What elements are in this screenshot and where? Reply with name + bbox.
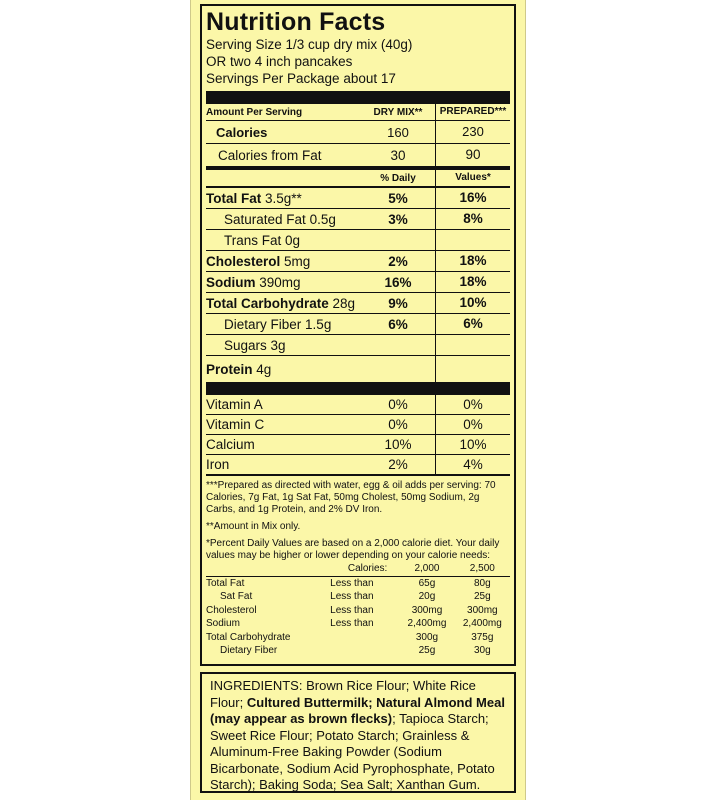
calories-dry: 160	[387, 124, 409, 140]
nutrient-name: Total Fat	[206, 190, 262, 206]
daily-value-header-row	[206, 166, 510, 186]
vitamin-dry-dv: 0%	[388, 417, 408, 432]
nutrient-row	[206, 250, 510, 271]
nutrient-dry-dv: 9%	[388, 295, 408, 311]
nutrient-table	[206, 186, 510, 382]
vitamin-name: Calcium	[206, 437, 255, 452]
ingredients-box	[200, 672, 516, 793]
nutrient-row	[206, 186, 510, 208]
dv-nutrient: Total Carbohydrate	[206, 631, 291, 643]
dv-value-2500: 375g	[471, 631, 494, 643]
dv-table-row	[206, 631, 510, 645]
nutrient-dry-dv: 2%	[388, 253, 408, 269]
dv-calories-label: Calories:	[347, 563, 388, 574]
ingredients-text-bold: Cultured Buttermilk; Natural Almond Meal (may appear as brown flecks)	[210, 694, 505, 726]
calories-row	[206, 120, 510, 143]
nutrient-amount: 0g	[285, 232, 301, 248]
daily-value-table	[206, 562, 510, 658]
nutrient-row	[206, 292, 510, 313]
footnotes	[206, 480, 510, 562]
vitamin-name: Vitamin C	[206, 417, 265, 432]
dv-nutrient: Dietary Fiber	[220, 645, 278, 656]
ingredients-text-1: Brown Rice Flour; White Rice Flour;	[210, 678, 476, 710]
nutrient-label	[206, 275, 361, 290]
dv-qualifier: Less than	[330, 618, 374, 629]
nutrient-row	[206, 208, 510, 229]
nutrient-row	[206, 271, 510, 292]
calories-prepared: 230	[435, 121, 510, 143]
label-title: Nutrition Facts	[206, 8, 386, 36]
calories-label: Calories	[216, 124, 268, 140]
ingredients-label: INGREDIENTS:	[210, 678, 303, 693]
nutrient-name: Saturated Fat	[224, 211, 306, 227]
nutrient-dry-dv: 5%	[388, 190, 408, 206]
dv-table-row	[206, 576, 510, 590]
dv-qualifier: Less than	[330, 591, 374, 602]
nutrient-prepared-dv: 6%	[435, 314, 510, 334]
column-header-row	[206, 104, 510, 120]
nutrient-amount: 390mg	[259, 274, 301, 290]
servings-per-package: Servings Per Package about 17	[206, 71, 396, 86]
nutrition-facts-label	[200, 4, 516, 666]
dv-col-2500: 2,500	[469, 563, 495, 574]
nutrient-label	[206, 338, 361, 353]
vitamin-prepared-dv: 0%	[435, 415, 510, 434]
nutrient-amount: 1.5g	[305, 316, 332, 332]
dv-value-2500: 25g	[473, 591, 491, 602]
nutrient-name: Sugars	[224, 337, 267, 353]
nutrient-label	[206, 362, 361, 377]
nutrient-name: Total Carbohydrate	[206, 295, 329, 311]
vitamin-row	[206, 434, 510, 454]
nutrient-prepared-dv: 10%	[435, 293, 510, 313]
nutrient-dry-dv: 16%	[384, 274, 412, 290]
vitamin-name: Vitamin A	[206, 397, 263, 412]
serving-size: Serving Size 1/3 cup dry mix (40g)	[206, 37, 413, 52]
nutrient-prepared-dv: 16%	[435, 188, 510, 208]
nutrient-amount: 3.5g**	[265, 190, 302, 206]
nutrient-dry-dv: 6%	[388, 316, 408, 332]
thick-divider	[206, 91, 510, 104]
nutrient-prepared-dv: 18%	[435, 272, 510, 292]
dv-value-2500: 300mg	[467, 604, 498, 616]
nutrient-label	[206, 254, 361, 269]
nutrient-row	[206, 313, 510, 334]
nutrient-label	[206, 212, 361, 227]
nutrient-prepared-dv: 18%	[435, 251, 510, 271]
calories-fat-prepared: 90	[435, 144, 510, 166]
nutrient-name: Protein	[206, 361, 253, 377]
nutrient-amount: 0.5g	[309, 211, 336, 227]
amount-per-serving: Amount Per Serving	[206, 106, 303, 118]
serving-alt: OR two 4 inch pancakes	[206, 54, 353, 69]
dv-col-2000: 2,000	[414, 563, 440, 574]
dv-qualifier	[326, 631, 399, 645]
dv-nutrient: Cholesterol	[206, 604, 257, 616]
vitamin-table	[206, 395, 510, 474]
nutrient-dry-dv: 3%	[388, 211, 408, 227]
dv-value-2000: 300mg	[411, 604, 443, 616]
dv-nutrient: Total Fat	[206, 577, 245, 589]
vitamin-row	[206, 395, 510, 414]
calories-fat-dry: 30	[390, 147, 406, 163]
nutrient-row	[206, 334, 510, 355]
vitamin-row	[206, 414, 510, 434]
dv-table-row	[206, 644, 510, 658]
dv-value-2000: 20g	[418, 591, 436, 602]
vitamin-prepared-dv: 10%	[435, 435, 510, 454]
nutrient-row	[206, 229, 510, 250]
prepared-header: PREPARED***	[435, 104, 510, 120]
daily-value-prepared: Values*	[435, 170, 510, 186]
vitamin-row	[206, 454, 510, 474]
nutrient-amount: 4g	[256, 361, 272, 377]
dv-value-2000: 25g	[418, 645, 436, 656]
dv-table-row	[206, 617, 510, 631]
nutrient-name: Trans Fat	[224, 232, 282, 248]
nutrient-prepared-dv	[435, 230, 510, 250]
dv-qualifier	[326, 644, 399, 658]
calories-fat-row	[206, 143, 510, 166]
dv-table-row	[206, 590, 510, 604]
ingredients-text-2: ; Tapioca Starch; Sweet Rice Flour; Potato Starch; Grainless & Aluminum-Free Baking Powder (Sodium Bicarbonate, Sodium Acid Pyrophosphate, Potato Starch); Baking Soda; Sea Salt; Xanthan Gum.	[210, 711, 495, 792]
nutrient-prepared-dv	[435, 335, 510, 355]
nutrient-label	[206, 317, 361, 332]
vitamin-name: Iron	[206, 457, 230, 472]
vitamin-dry-dv: 10%	[384, 437, 412, 452]
nutrient-label	[206, 233, 361, 248]
nutrient-label	[206, 191, 361, 206]
dv-nutrient: Sat Fat	[220, 591, 253, 602]
nutrient-name: Dietary Fiber	[224, 316, 302, 332]
vitamin-prepared-dv: 4%	[435, 455, 510, 474]
nutrient-prepared-dv: 8%	[435, 209, 510, 229]
nutrient-prepared-dv	[435, 356, 510, 382]
nutrient-amount: 3g	[270, 337, 286, 353]
nutrient-amount: 5mg	[284, 253, 311, 269]
calories-fat-label: Calories from Fat	[218, 147, 322, 163]
daily-value-dry: % Daily	[380, 172, 416, 184]
nutrient-name: Sodium	[206, 274, 256, 290]
vitamin-prepared-dv: 0%	[435, 395, 510, 414]
dv-value-2500: 2,400mg	[462, 618, 502, 629]
amount-note: **Amount in Mix only.	[206, 521, 301, 532]
dv-nutrient: Sodium	[206, 618, 240, 629]
dv-value-2000: 2,400mg	[407, 618, 447, 629]
dv-value-2500: 80g	[473, 577, 491, 589]
dv-value-2000: 300g	[415, 631, 439, 643]
dv-qualifier: Less than	[330, 604, 374, 616]
nutrient-amount: 28g	[332, 295, 356, 311]
nutrient-name: Cholesterol	[206, 253, 281, 269]
dv-table-row	[206, 604, 510, 618]
dry-mix-header: DRY MIX**	[373, 106, 423, 118]
nutrient-row	[206, 355, 510, 382]
dv-value-2000: 65g	[418, 577, 436, 589]
vitamin-dry-dv: 0%	[388, 397, 408, 412]
dv-qualifier: Less than	[330, 577, 374, 589]
percent-note: *Percent Daily Values are based on a 2,000 calorie diet. Your daily values may be higher or lower depending on your calorie needs:	[206, 538, 500, 561]
thick-divider-vitamins	[206, 382, 510, 395]
vitamin-dry-dv: 2%	[388, 457, 408, 472]
nutrient-label	[206, 296, 361, 311]
prepared-note: ***Prepared as directed with water, egg & oil adds per serving: 70 Calories, 7g Fat, 1g Sat Fat, 50mg Cholest, 50mg Sodium, 2g Carbs, and 1g Protein, and 2% DV Iron.	[206, 480, 496, 515]
dv-value-2500: 30g	[473, 645, 491, 656]
